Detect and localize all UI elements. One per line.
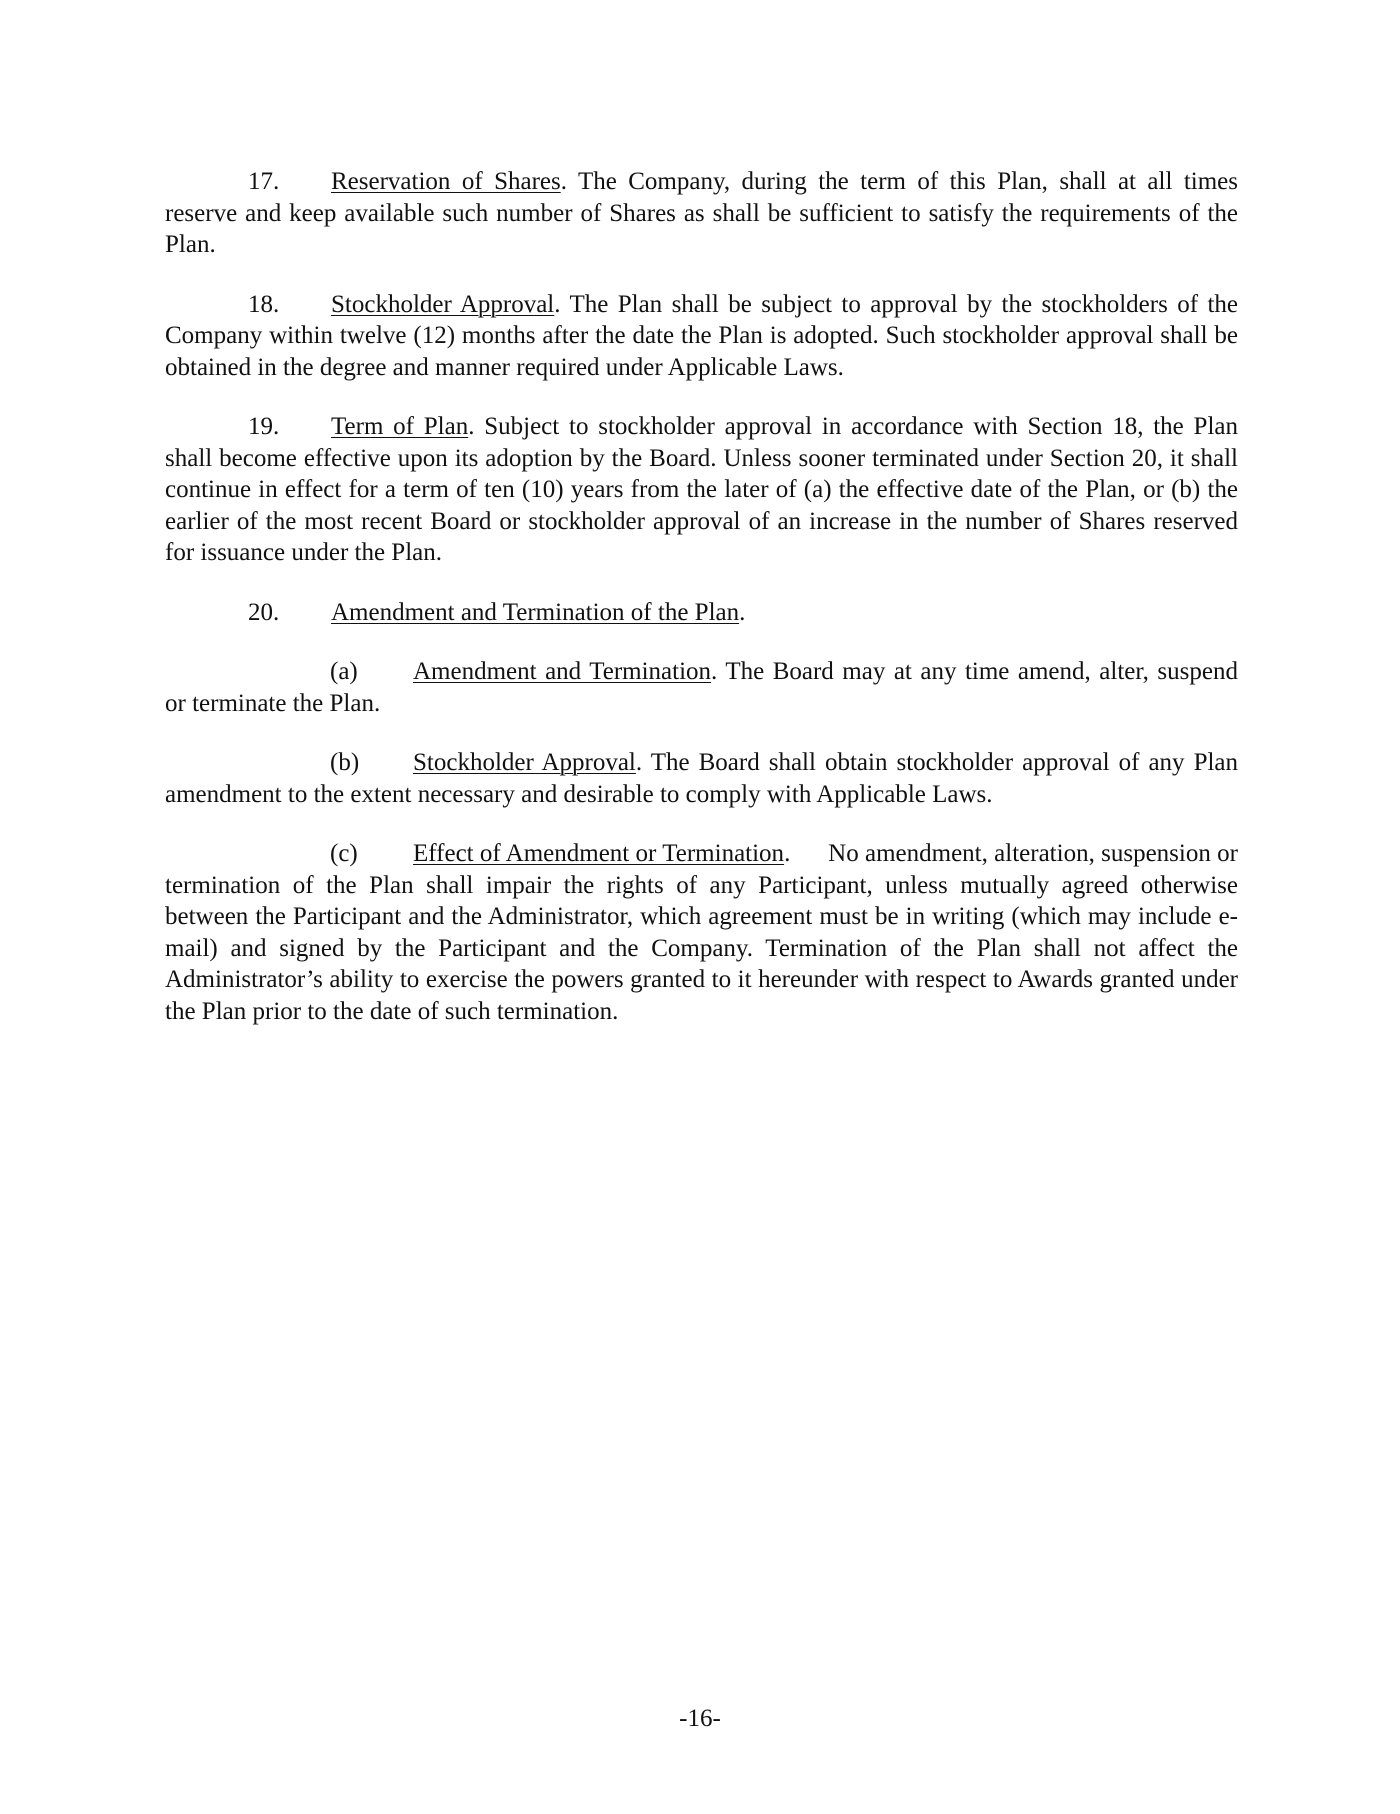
section-19 (165, 411, 1238, 569)
page-number: -16- (679, 1705, 721, 1732)
section-18 (165, 289, 1238, 384)
section-heading: Reservation of Shares (331, 168, 561, 195)
section-20 (165, 597, 1238, 629)
document-body (165, 166, 1245, 1055)
section-text: . The Company, during the term of this Plan, shall at all times reserve and keep available such number of Shares as shall be sufficient to satisfy the requirements of the Plan. (165, 168, 1238, 258)
section-20b (165, 747, 1238, 810)
section-20a (165, 656, 1238, 719)
section-text: . The Plan shall be subject to approval by the stockholders of the Company within twelve (12) months after the date the Plan is adopted. Such stockholder approval shall be obtained in the degree and manner required under Applicable Laws. (165, 290, 1238, 381)
section-text: . Subject to stockholder approval in accordance with Section 18, the Plan shall become effective upon its adoption by the Board. Unless sooner terminated under Section 20, it shall continue in effect for a term of ten (10) years from the later of (a) the effective date of the Plan, or (b) the earlier of the most recent Board or stockholder approval of an increase in the number of Shares reserved for issuance under the Plan. (165, 413, 1238, 566)
section-heading: Amendment and Termination of the Plan (331, 598, 740, 626)
section-number: 20. (248, 598, 280, 626)
section-17 (165, 166, 1238, 261)
section-text: . (739, 598, 746, 626)
section-number: 19. (248, 413, 280, 440)
subsection-heading: Stockholder Approval (413, 749, 636, 776)
subsection-heading: Amendment and Termination (413, 658, 712, 685)
subsection-heading: Effect of Amendment or Termination (413, 840, 785, 867)
section-heading: Term of Plan (331, 413, 469, 440)
subsection-text: . The Board may at any time amend, alter, suspend or terminate the Plan. (165, 658, 1238, 717)
section-number: 17. (248, 168, 280, 195)
subsection-letter: (c) (330, 840, 358, 867)
section-20c (165, 838, 1245, 1027)
subsection-text: . The Board shall obtain stockholder approval of any Plan amendment to the extent necessary and desirable to comply with Applicable Laws. (165, 749, 1239, 808)
subsection-text: . No amendment, alteration, suspension or termination of the Plan shall impair the rights of any Participant, unless mutually agreed otherwise between the Participant and the Administrator, which agreement must be in writing (which may include e-mail) and signed by the Participant and the Company. Termination of the Plan shall not affect the Administrator’s ability to exercise the powers granted to it hereunder with respect to Awards granted under the Plan prior to the date of such termination. (165, 840, 1245, 1025)
section-number: 18. (248, 290, 280, 318)
section-heading: Stockholder Approval (331, 290, 555, 318)
subsection-letter: (a) (330, 658, 358, 685)
subsection-letter: (b) (330, 749, 360, 776)
